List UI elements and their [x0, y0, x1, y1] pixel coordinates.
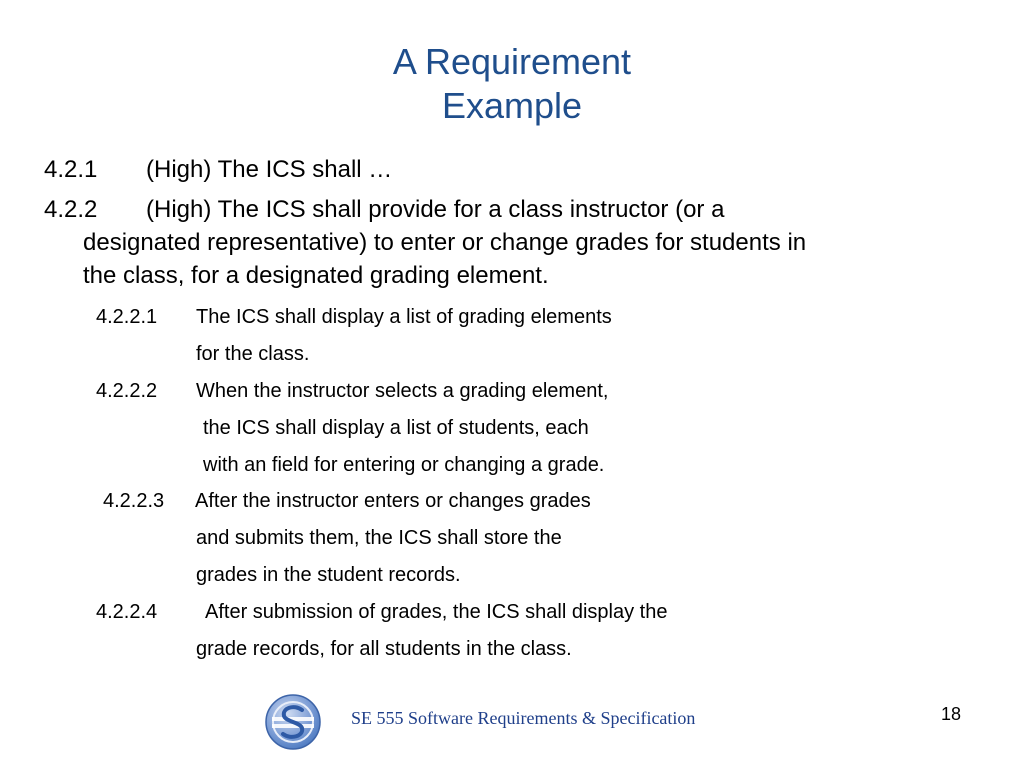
course-logo-icon [264, 693, 322, 751]
requirement-4-2-2-4-line-2: grade records, for all students in the class. [196, 638, 572, 660]
requirement-4-2-2-1-line-2: for the class. [196, 343, 310, 365]
requirement-4-2-2-4-line-1 [96, 599, 667, 625]
footer-course-title: SE 555 Software Requirements & Specification [351, 708, 696, 728]
requirement-4-2-2-3-line-1 [103, 488, 591, 514]
title-line-1: A Requirement [392, 41, 632, 82]
requirement-text: The ICS shall display a list of grading elements [196, 306, 612, 328]
slide-title [0, 40, 1024, 128]
requirement-text: After the instructor enters or changes grades [195, 490, 591, 512]
requirement-4-2-2-2-line-1 [96, 378, 608, 404]
requirement-text: (High) The ICS shall … [146, 156, 393, 183]
requirement-number: 4.2.2.2 [96, 380, 158, 402]
requirement-4-2-2-line-2: designated representative) to enter or change grades for students in [83, 229, 807, 256]
requirement-4-2-1 [44, 155, 392, 185]
requirement-number: 4.2.2.3 [103, 490, 165, 512]
requirement-number: 4.2.1 [44, 156, 98, 183]
requirement-4-2-2-3-line-3: grades in the student records. [196, 564, 461, 586]
requirement-number: 4.2.2.4 [96, 601, 158, 623]
requirement-4-2-2-3-line-2: and submits them, the ICS shall store the [196, 527, 562, 549]
requirement-4-2-2-2-line-2: the ICS shall display a list of students, each [203, 417, 589, 439]
requirement-number: 4.2.2.1 [96, 306, 158, 328]
requirement-4-2-2-line-1 [44, 195, 724, 225]
requirement-4-2-2-1-line-1 [96, 304, 612, 330]
requirement-4-2-2-line-3: the class, for a designated grading element. [83, 262, 549, 289]
title-line-2: Example [441, 85, 583, 126]
requirement-number: 4.2.2 [44, 196, 98, 223]
requirement-4-2-2-2-line-3: with an field for entering or changing a grade. [203, 454, 605, 476]
requirement-text: (High) The ICS shall provide for a class instructor (or a [146, 196, 725, 223]
requirement-text: After submission of grades, the ICS shall display the [205, 601, 668, 623]
requirement-text: When the instructor selects a grading element, [196, 380, 609, 402]
page-number: 18 [941, 704, 962, 724]
